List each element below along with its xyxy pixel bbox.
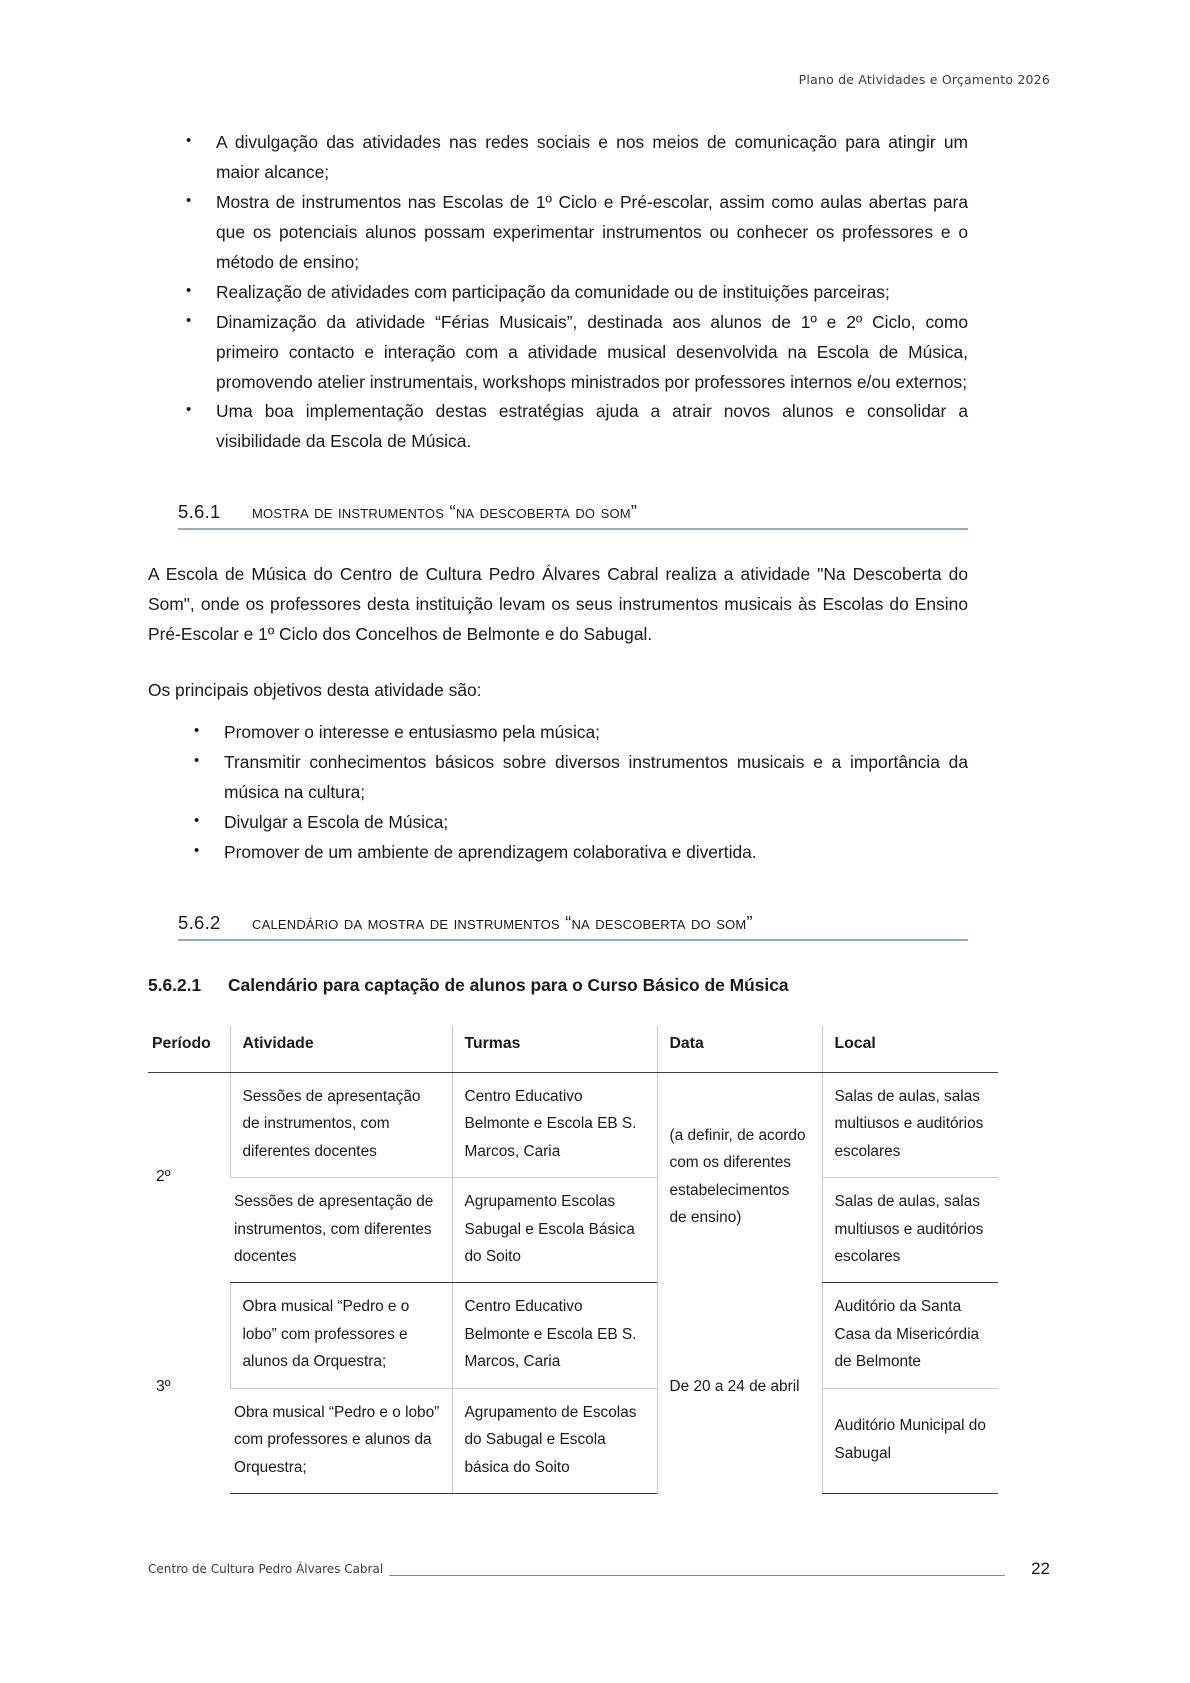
list-item-text: Dinamização da atividade “Férias Musicais”, destinada aos alunos de 1º e 2º Ciclo, como primeiro contacto e interação com a atividade musical desenvolvida na Escola de Música, promovendo atelier instrumentais, workshops ministrados por professores internos e/ou externos;: [216, 311, 968, 392]
document-footer: [148, 1559, 1050, 1579]
intro-bullet-list: [148, 128, 968, 457]
cell-turmas: Agrupamento de Escolas do Sabugal e Escola básica do Soito: [452, 1388, 657, 1493]
cell-turmas: Centro Educativo Belmonte e Escola EB S. Marcos, Caria: [452, 1283, 657, 1388]
list-item: [174, 308, 968, 398]
heading-5-6-1: [178, 501, 968, 530]
cell-data: (a definir, de acordo com os diferentes estabelecimentos de ensino): [657, 1072, 822, 1283]
list-item: [182, 718, 968, 748]
cell-atividade: Sessões de apresentação de instrumentos, com diferentes docentes: [230, 1178, 452, 1283]
bullet-icon: •: [194, 722, 200, 740]
footer-rule: [389, 1575, 1005, 1576]
list-item-text: Promover o interesse e entusiasmo pela música;: [224, 722, 601, 743]
bullet-icon: •: [186, 191, 192, 209]
list-item-text: Transmitir conhecimentos básicos sobre diversos instrumentos musicais e a importância da música na cultura;: [224, 752, 968, 802]
objectives-lead: Os principais objetivos desta atividade são:: [148, 680, 482, 701]
heading-5-6-2: [178, 912, 968, 941]
running-header: Plano de Atividades e Orçamento 2026: [798, 72, 1050, 87]
cell-atividade: Obra musical “Pedro e o lobo” com professores e alunos da Orquestra;: [230, 1388, 452, 1493]
cell-periodo: 3º: [156, 1378, 171, 1396]
heading-title: Calendário para captação de alunos para o Curso Básico de Música: [228, 974, 789, 995]
list-item-text: Realização de atividades com participação da comunidade ou de instituições parceiras;: [216, 281, 890, 302]
cell-atividade: Sessões de apresentação de instrumentos, com diferentes docentes: [230, 1072, 452, 1177]
list-item: [182, 808, 968, 838]
column-header-local: Local: [822, 1026, 998, 1073]
cell-data: De 20 a 24 de abril: [657, 1283, 822, 1494]
column-header-data: Data: [657, 1026, 822, 1073]
list-item-text: Divulgar a Escola de Música;: [224, 811, 449, 832]
page-content: [148, 128, 986, 1494]
heading-number: 5.6.1: [178, 501, 221, 523]
list-item: [174, 128, 968, 188]
column-header-turmas: Turmas: [452, 1026, 657, 1073]
section-561-paragraph: A Escola de Música do Centro de Cultura Pedro Álvares Cabral realiza a atividade "Na Descoberta do Som", onde os professores desta instituição levam os seus instrumentos musicais às Escolas do Ensino Pré-Escolar e 1º Ciclo dos Concelhos de Belmonte e do Sabugal.: [148, 564, 968, 645]
list-item: [182, 748, 968, 808]
table-row: [148, 1283, 998, 1388]
table-header-row: [148, 1026, 998, 1073]
bullet-icon: •: [194, 752, 200, 769]
cell-local: Auditório Municipal do Sabugal: [822, 1388, 998, 1493]
page-number: 22: [1031, 1559, 1050, 1578]
heading-title: mostra de instrumentos “na descoberta do som”: [252, 501, 638, 523]
objectives-bullet-list: [148, 718, 968, 868]
list-item-text: Promover de um ambiente de aprendizagem colaborativa e divertida.: [224, 841, 757, 862]
calendar-table: [148, 1026, 998, 1494]
column-header-atividade: Atividade: [230, 1026, 452, 1073]
list-item: [174, 397, 968, 457]
bullet-icon: •: [186, 132, 192, 149]
bullet-icon: •: [194, 841, 200, 859]
heading-number: 5.6.2.1: [148, 974, 202, 995]
table-row: [148, 1388, 998, 1493]
bullet-icon: •: [194, 811, 200, 829]
cell-local: Salas de aulas, salas multiusos e auditórios escolares: [822, 1072, 998, 1177]
cell-local: Auditório da Santa Casa da Misericórdia de Belmonte: [822, 1283, 998, 1388]
heading-5-6-2-1: [148, 975, 968, 996]
cell-atividade: Obra musical “Pedro e o lobo” com professores e alunos da Orquestra;: [230, 1283, 452, 1388]
heading-number: 5.6.2: [178, 911, 221, 933]
list-item-text: A divulgação das atividades nas redes sociais e nos meios de comunicação para atingir um maior alcance;: [216, 132, 968, 182]
table-row: [148, 1072, 998, 1177]
bullet-icon: •: [186, 281, 192, 299]
cell-periodo: 2º: [156, 1167, 171, 1185]
table-row: [148, 1178, 998, 1283]
list-item-text: Mostra de instrumentos nas Escolas de 1º Ciclo e Pré-escolar, assim como aulas abertas para que os potenciais alunos possam experimentar instrumentos ou conhecer os professores e o método de ensino;: [216, 191, 968, 272]
list-item: [174, 278, 968, 308]
heading-title: calendário da mostra de instrumentos “na descoberta do som”: [252, 911, 753, 933]
bullet-icon: •: [186, 401, 192, 419]
column-header-periodo: Período: [148, 1026, 230, 1073]
list-item-text: Uma boa implementação destas estratégias ajuda a atrair novos alunos e consolidar a visibilidade da Escola de Música.: [216, 401, 968, 452]
footer-organization: Centro de Cultura Pedro Álvares Cabral: [148, 1562, 384, 1576]
cell-local: Salas de aulas, salas multiusos e auditórios escolares: [822, 1178, 998, 1283]
list-item: [174, 188, 968, 278]
bullet-icon: •: [186, 311, 192, 329]
cell-turmas: Agrupamento Escolas Sabugal e Escola Básica do Soito: [452, 1178, 657, 1283]
list-item: [182, 838, 968, 868]
cell-turmas: Centro Educativo Belmonte e Escola EB S. Marcos, Caria: [452, 1072, 657, 1177]
